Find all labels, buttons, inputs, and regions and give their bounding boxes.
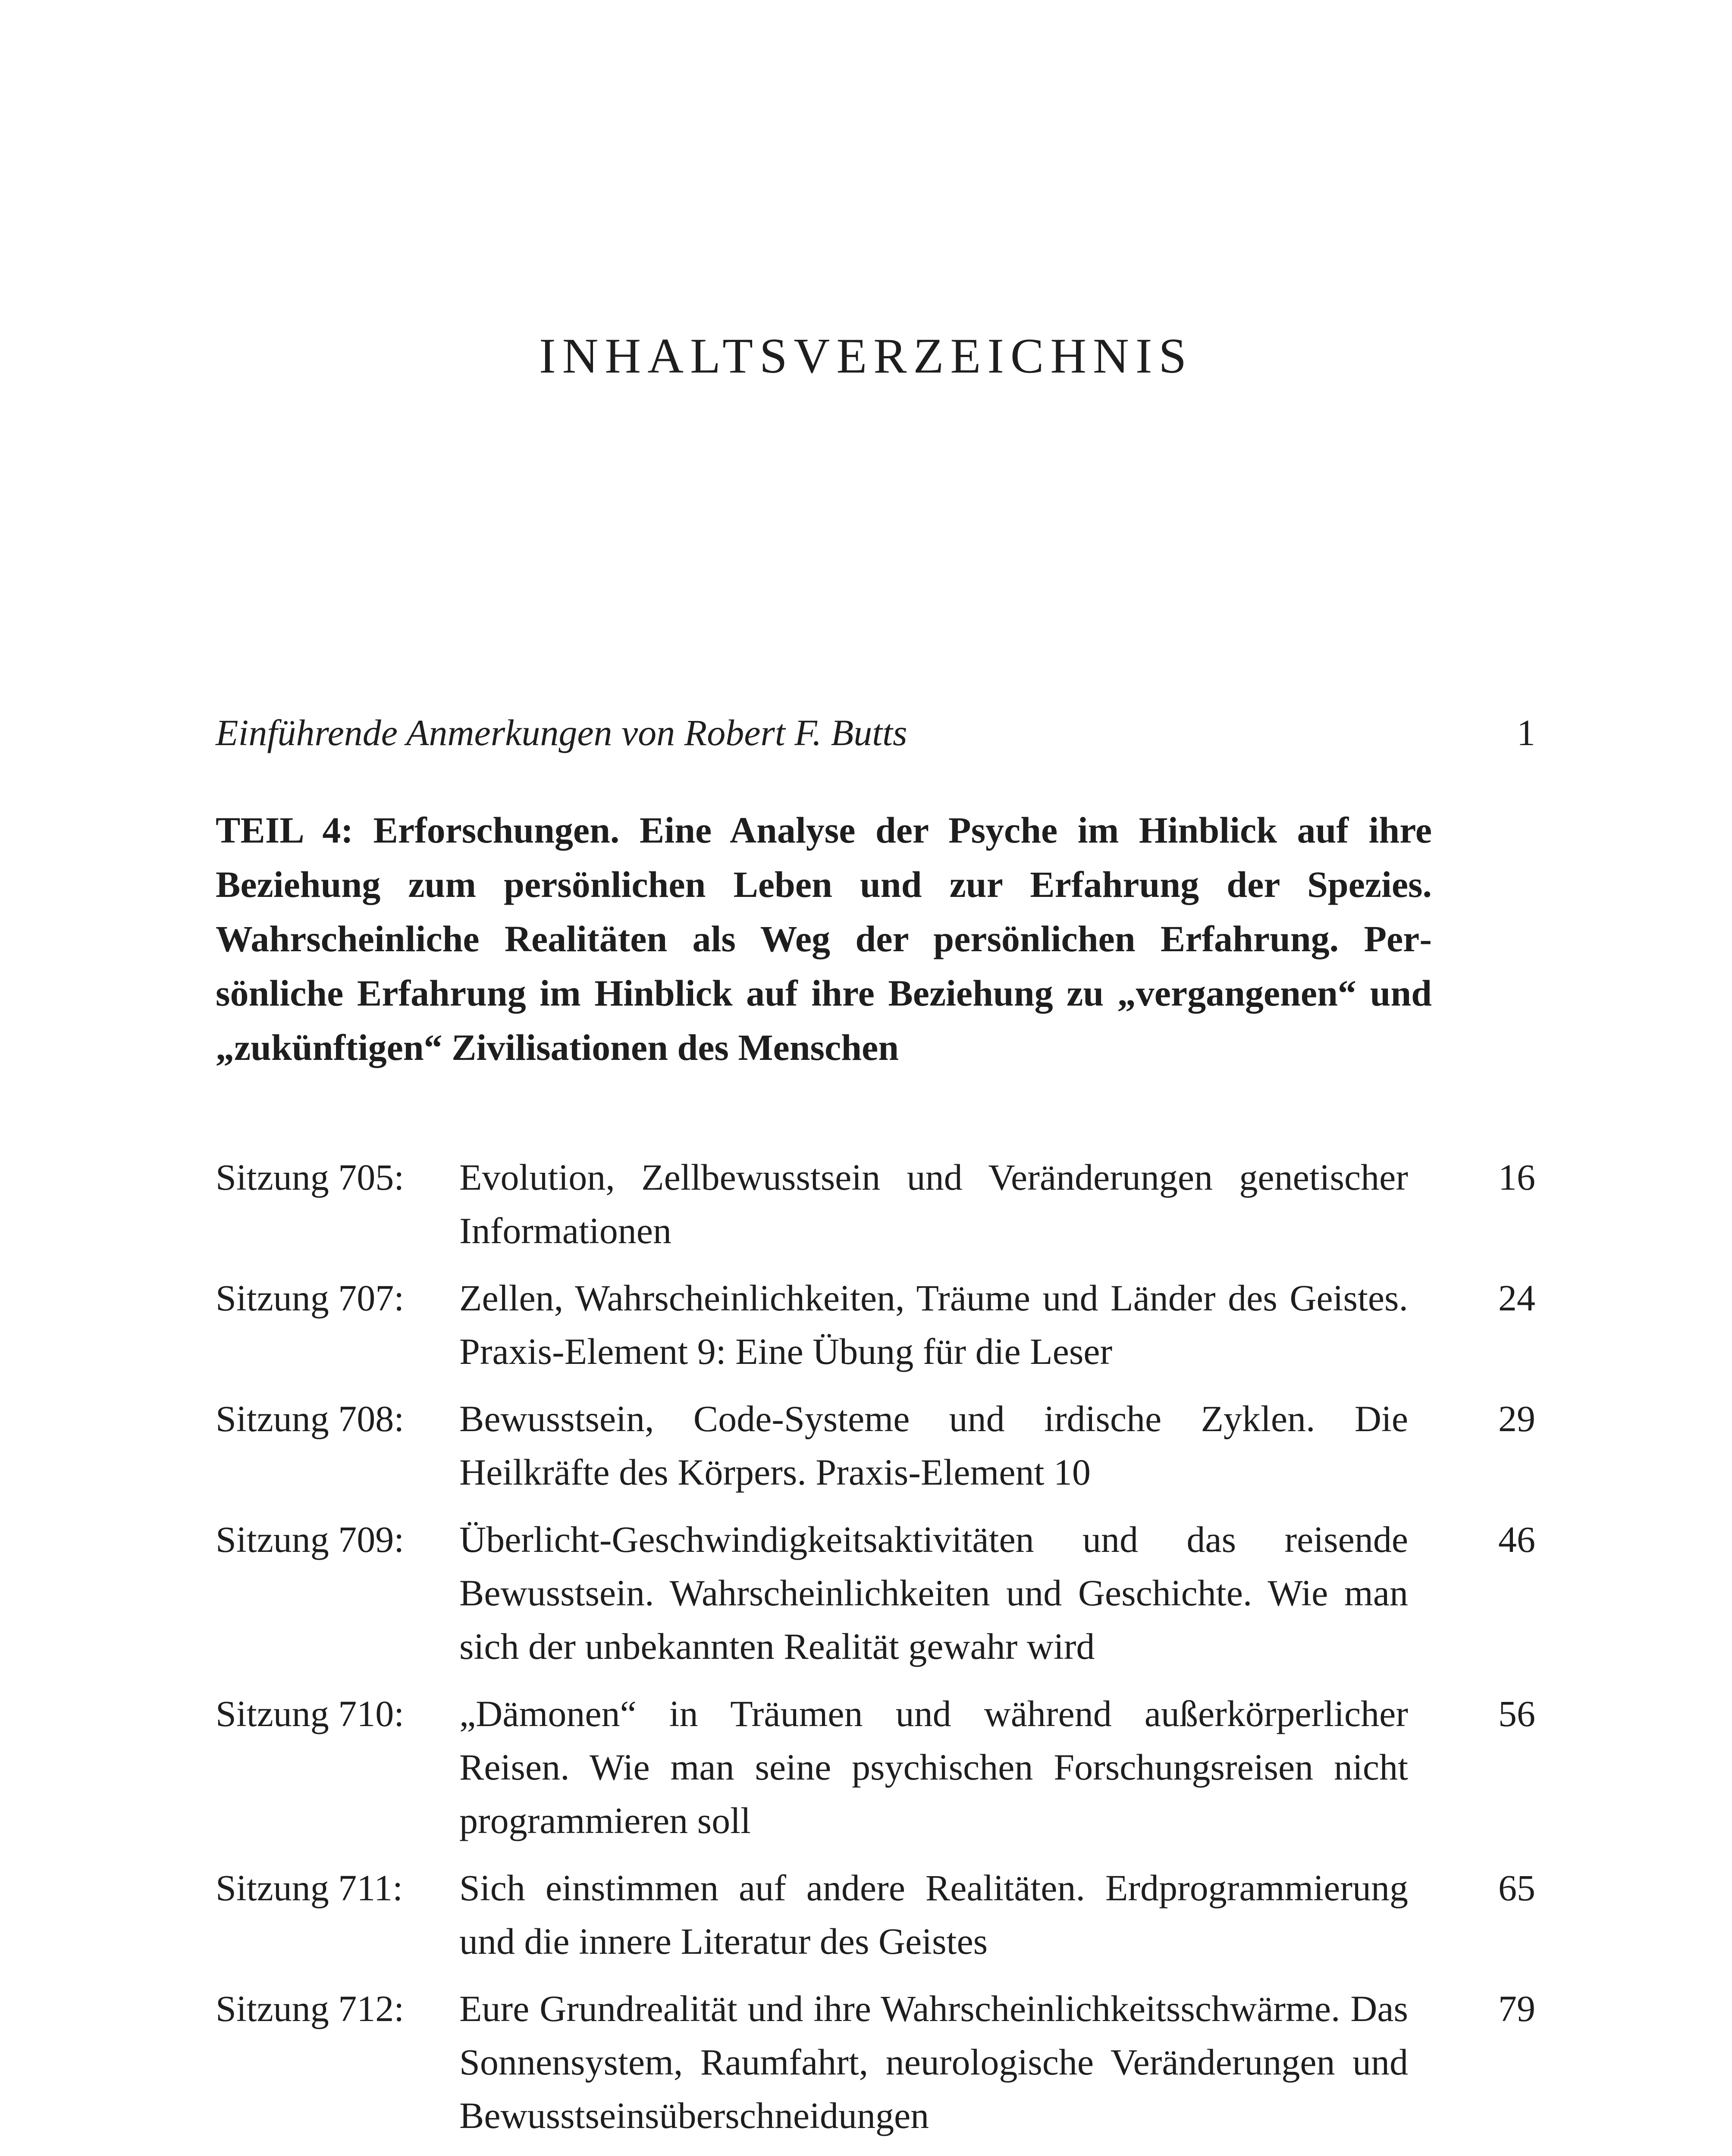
session-entry-711: [216, 1861, 1535, 1968]
session-label: Sitzung 711:: [216, 1867, 403, 1908]
session-page: 24: [1498, 1277, 1535, 1319]
session-entry-705: [216, 1150, 1535, 1257]
session-page: 56: [1498, 1693, 1535, 1734]
session-title: Sich einstimmen auf andere Realitäten. Erdprogrammierung und die innere Literatur des Geistes: [459, 1867, 1408, 1962]
page-title: INHALTSVERZEICHNIS: [539, 328, 1193, 384]
session-list: [216, 1150, 1535, 2156]
session-page: 29: [1498, 1398, 1535, 1439]
part-heading: TEIL 4: Erforschungen. Eine Analyse der Psyche im Hinblick auf ihre Beziehung zum persönlichen Leben und zur Erfahrung der Spezies. Wahrscheinliche Realitäten als Weg der persönlichen Erfahrung. Persönliche Erfahrung im Hinblick auf ihre Beziehung zu „vergangenen“ und „zukünftigen“ Zivilisationen des Menschen: [216, 809, 1432, 1068]
session-title: „Dämonen“ in Träumen und während außerkörperlicher Reisen. Wie man seine psychischen Forschungsreisen nicht programmieren soll: [459, 1693, 1408, 1841]
session-entry-707: [216, 1271, 1535, 1378]
session-title: Zellen, Wahrscheinlichkeiten, Träume und Länder des Geistes. Praxis-Element 9: Eine Übung für die Leser: [459, 1277, 1408, 1372]
session-label: Sitzung 710:: [216, 1693, 405, 1734]
session-title: Eure Grundrealität und ihre Wahrscheinlichkeitsschwärme. Das Sonnensystem, Raumfahrt, neurologische Veränderungen und Bewusstseinsüberschneidungen: [459, 1988, 1408, 2136]
intro-entry-page: 1: [1517, 712, 1535, 753]
session-label: Sitzung 705:: [216, 1156, 405, 1198]
session-entry-710: [216, 1687, 1535, 1847]
session-page: 46: [1498, 1519, 1535, 1560]
session-label: Sitzung 707:: [216, 1277, 405, 1319]
session-title: Evolution, Zellbewusstsein und Veränderungen genetischer Informationen: [459, 1156, 1408, 1251]
session-title: Bewusstsein, Code-Systeme und irdische Zyklen. Die Heilkräfte des Körpers. Praxis-Element 10: [459, 1398, 1408, 1493]
session-page: 16: [1498, 1156, 1535, 1198]
session-entry-708: [216, 1392, 1535, 1499]
session-entry-709: [216, 1513, 1535, 1673]
intro-entry: [216, 705, 1535, 761]
session-label: Sitzung 709:: [216, 1519, 405, 1560]
session-label: Sitzung 708:: [216, 1398, 405, 1439]
session-entry-712: [216, 1982, 1535, 2142]
intro-entry-title: Einführende Anmerkungen von Robert F. Butts: [216, 712, 907, 753]
session-page: 79: [1498, 1988, 1535, 2029]
session-label: Sitzung 712:: [216, 1988, 405, 2029]
session-page: 65: [1498, 1867, 1535, 1908]
session-title: Überlicht-Geschwindigkeitsaktivitäten und das reisende Bewusstsein. Wahrscheinlichkeiten und Geschichte. Wie man sich der unbekannten Realität gewahr wird: [459, 1519, 1408, 1667]
